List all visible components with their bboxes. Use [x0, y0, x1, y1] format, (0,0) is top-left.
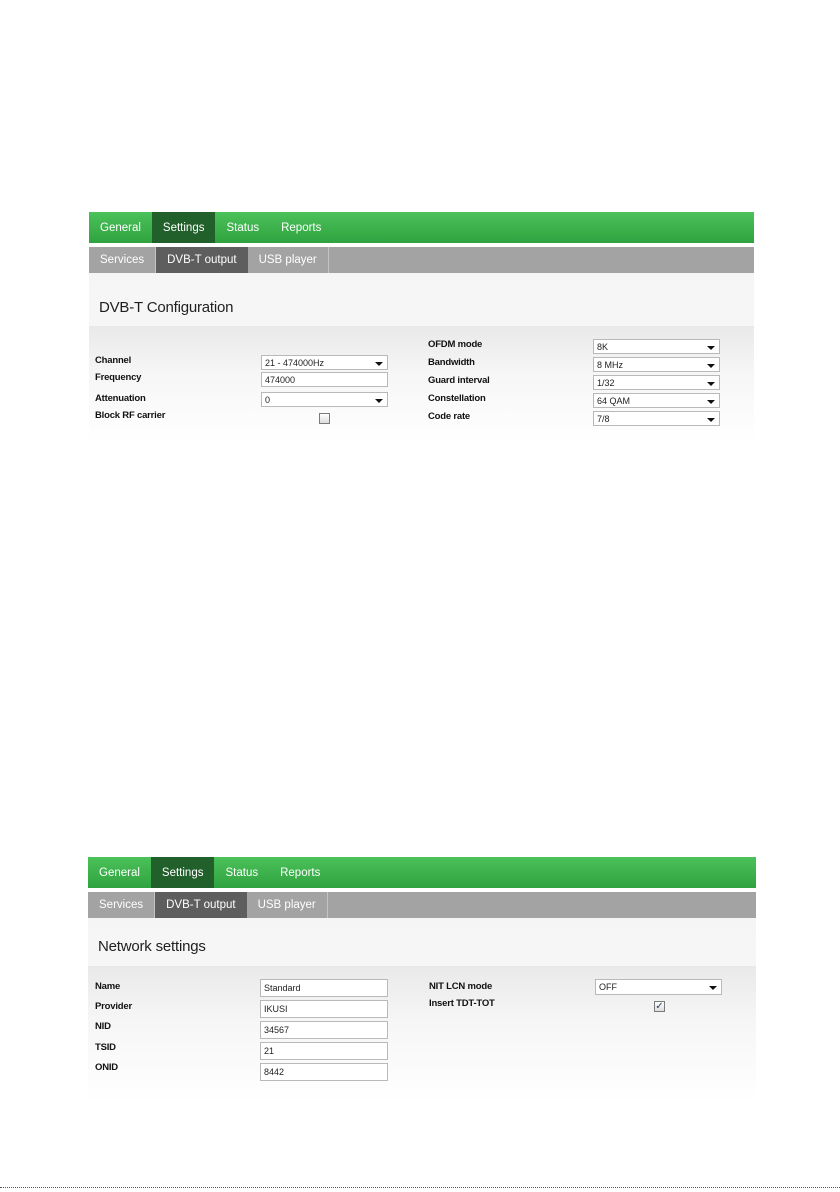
tab-general[interactable]: General [100, 221, 141, 234]
dvbt-config-panel [89, 212, 754, 442]
tsid-value: 21 [264, 1046, 275, 1056]
nit-lcn-mode-select[interactable] [595, 979, 722, 995]
check-icon: ✓ [655, 1001, 664, 1012]
form-area [89, 326, 754, 442]
ofdm-mode-value: 8K [597, 341, 609, 352]
subtab-services[interactable]: Services [89, 247, 156, 273]
chevron-down-icon [375, 362, 383, 366]
channel-label: Channel [95, 355, 132, 366]
chevron-down-icon [709, 986, 717, 990]
chevron-down-icon [707, 346, 715, 350]
chevron-down-icon [707, 400, 715, 404]
guard-interval-label: Guard interval [428, 375, 490, 386]
attenuation-label: Attenuation [95, 393, 146, 404]
block-rf-label: Block RF carrier [95, 410, 166, 421]
subtab-usb-player[interactable]: USB player [247, 892, 328, 918]
page-title: DVB-T Configuration [99, 299, 234, 316]
nid-value: 34567 [264, 1025, 290, 1035]
bandwidth-select[interactable] [593, 357, 720, 372]
sub-nav [89, 247, 754, 273]
code-rate-label: Code rate [428, 411, 471, 422]
subtab-dvbt-output[interactable]: DVB-T output [156, 247, 247, 273]
bandwidth-label: Bandwidth [428, 357, 475, 368]
bandwidth-value: 8 MHz [597, 359, 624, 370]
tab-settings[interactable]: Settings [151, 857, 215, 888]
sub-nav [88, 892, 756, 918]
name-value: Standard [264, 983, 301, 993]
insert-tdt-tot-checkbox[interactable] [654, 1001, 665, 1012]
tab-reports[interactable]: Reports [281, 221, 322, 234]
name-input[interactable] [260, 979, 388, 997]
main-nav [89, 212, 754, 243]
subtab-usb-player[interactable]: USB player [248, 247, 329, 273]
chevron-down-icon [375, 399, 383, 403]
provider-label: Provider [95, 1001, 132, 1012]
network-settings-panel [88, 857, 756, 1103]
nid-label: NID [95, 1021, 111, 1032]
tab-status[interactable]: Status [225, 866, 259, 879]
subtab-dvbt-output[interactable]: DVB-T output [155, 892, 246, 918]
tab-status[interactable]: Status [226, 221, 260, 234]
provider-value: IKUSI [264, 1004, 288, 1014]
channel-value: 21 - 474000Hz [265, 357, 325, 368]
tab-settings[interactable]: Settings [152, 212, 216, 243]
tsid-label: TSID [95, 1042, 116, 1053]
main-nav [88, 857, 756, 888]
frequency-label: Frequency [95, 372, 142, 383]
tab-general[interactable]: General [99, 866, 140, 879]
block-rf-checkbox[interactable] [319, 413, 330, 424]
provider-input[interactable] [260, 1000, 388, 1018]
attenuation-select[interactable] [261, 392, 388, 407]
constellation-value: 64 QAM [597, 395, 631, 406]
tsid-input[interactable] [260, 1042, 388, 1060]
frequency-input[interactable] [261, 372, 388, 387]
subtab-services[interactable]: Services [88, 892, 155, 918]
onid-value: 8442 [264, 1067, 285, 1077]
guard-interval-select[interactable] [593, 375, 720, 390]
attenuation-value: 0 [265, 394, 271, 405]
content-area [89, 273, 754, 442]
nit-lcn-mode-value: OFF [599, 982, 617, 992]
constellation-select[interactable] [593, 393, 720, 408]
nid-input[interactable] [260, 1021, 388, 1039]
chevron-down-icon [707, 382, 715, 386]
onid-label: ONID [95, 1062, 118, 1073]
content-area [88, 918, 756, 1103]
page-title: Network settings [98, 938, 206, 955]
chevron-down-icon [707, 364, 715, 368]
name-label: Name [95, 981, 121, 992]
ofdm-mode-label: OFDM mode [428, 339, 483, 350]
insert-tdt-tot-label: Insert TDT-TOT [429, 998, 495, 1009]
tab-reports[interactable]: Reports [280, 866, 321, 879]
frequency-value: 474000 [265, 374, 296, 385]
code-rate-value: 7/8 [597, 413, 610, 424]
form-area [88, 966, 756, 1103]
ofdm-mode-select[interactable] [593, 339, 720, 354]
chevron-down-icon [707, 418, 715, 422]
channel-select[interactable] [261, 355, 388, 370]
code-rate-select[interactable] [593, 411, 720, 426]
constellation-label: Constellation [428, 393, 486, 404]
guard-interval-value: 1/32 [597, 377, 615, 388]
nit-lcn-mode-label: NIT LCN mode [429, 981, 493, 992]
page-divider [0, 1187, 840, 1189]
onid-input[interactable] [260, 1063, 388, 1081]
